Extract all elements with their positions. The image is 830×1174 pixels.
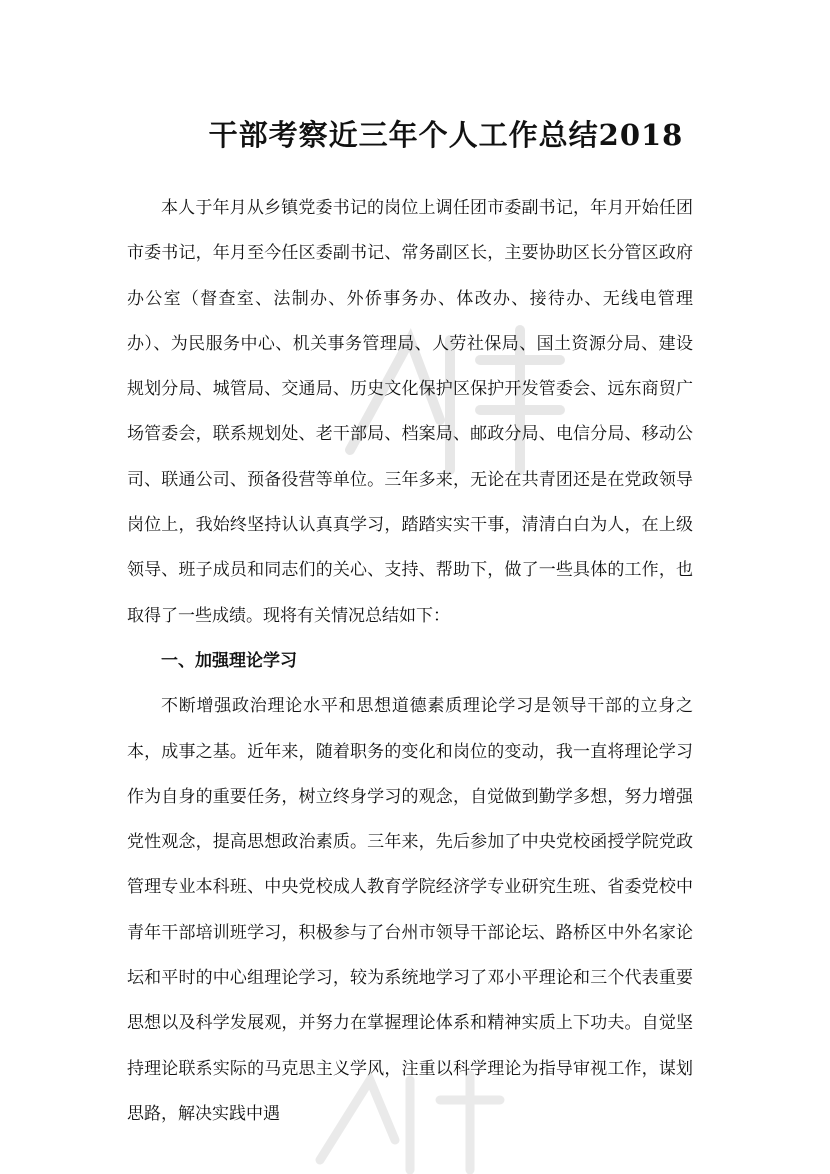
intro-paragraph: 本人于年月从乡镇党委书记的岗位上调任团市委副书记，年月开始任团市委书记，年月至今任区委副书记、常务副区长，主要协助区长分管区政府办公室（督查室、法制办、外侨事务办、体改办、接待办、无线电管理办）、为民服务中心、机关事务管理局、人劳社保局、国土资源分局、建设规划分局、城管局、交通局、历史文化保护区保护开发管委会、远东商贸广场管委会，联系规划处、老干部局、档案局、邮政分局、电信分局、移动公司、联通公司、预备役营等单位。三年多来，无论在共青团还是在党政领导岗位上，我始终坚持认认真真学习，踏踏实实干事，清清白白为人，在上级领导、班子成员和同志们的关心、支持、帮助下，做了一些具体的工作，也取得了一些成绩。现将有关情况总结如下： [127, 198, 693, 626]
study-paragraph: 不断增强政治理论水平和思想道德素质理论学习是领导干部的立身之本，成事之基。近年来，随着职务的变化和岗位的变动，我一直将理论学习作为自身的重要任务，树立终身学习的观念，自觉做到勤学多想，努力增强党性观念，提高思想政治素质。三年来，先后参加了中央党校函授学院党政管理专业本科班、中央党校成人教育学院经济学专业研究生班、省委党校中青年干部培训班学习，积极参与了台州市领导干部论坛、路桥区中外名家论坛和平时的中心组理论学习，较为系统地学习了邓小平理论和三个代表重要思想以及科学发展观，并努力在掌握理论体系和精神实质上下功夫。自觉坚持理论联系实际的马克思主义学风，注重以科学理论为指导审视工作，谋划思路，解决实践中遇 [127, 696, 693, 1124]
document-body [127, 186, 693, 1137]
document-title: 干部考察近三年个人工作总结2018 [208, 118, 684, 152]
section-heading: 一、加强理论学习 [161, 650, 297, 671]
